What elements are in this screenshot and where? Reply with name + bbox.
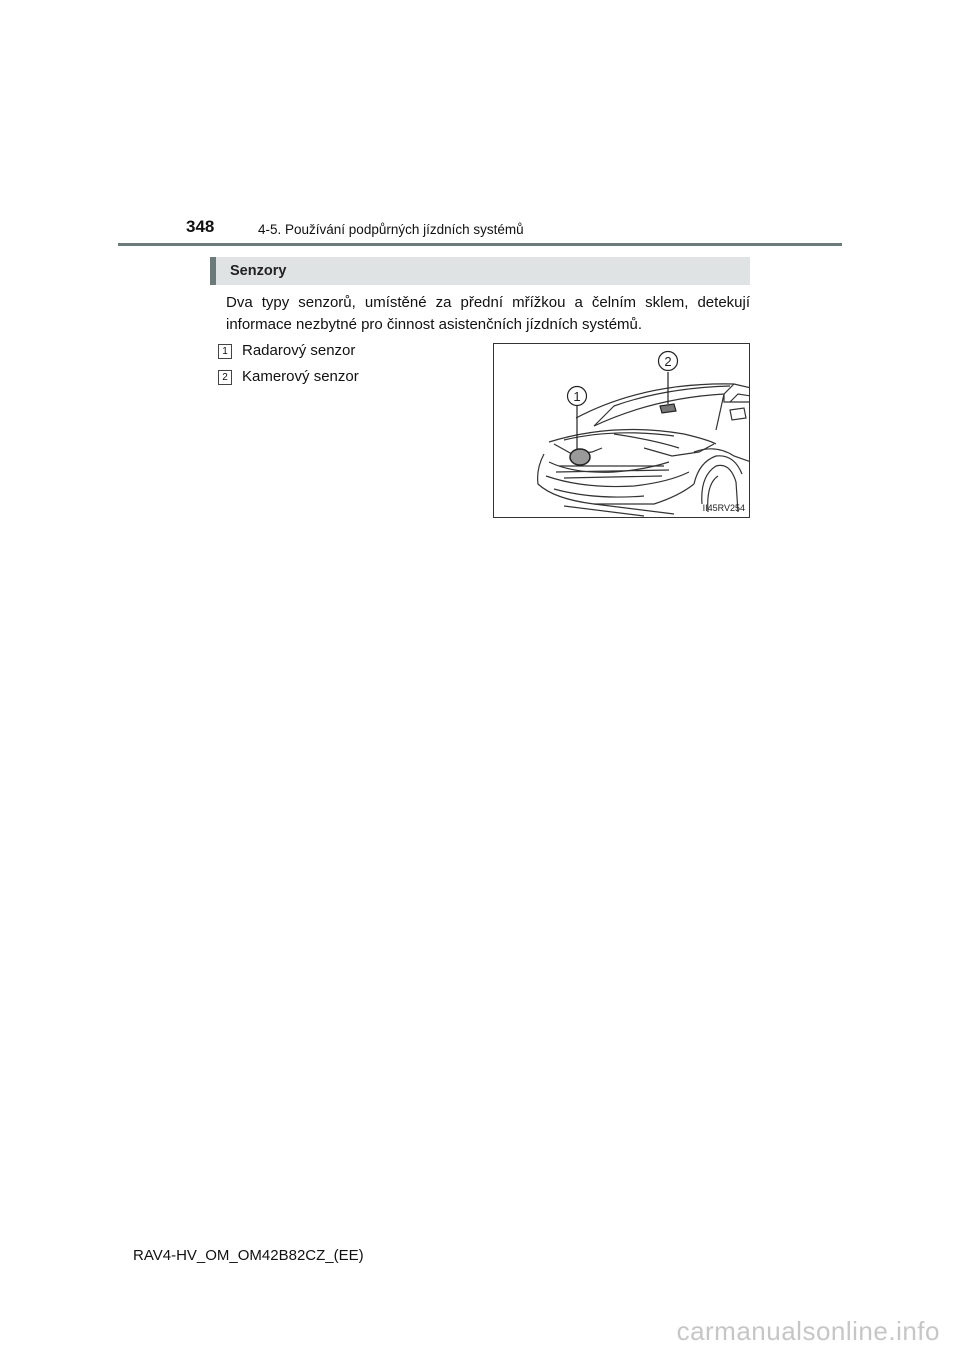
- section-title: 4-5. Používání podpůrných jízdních systémů: [258, 222, 524, 237]
- item-label: Kamerový senzor: [242, 368, 359, 385]
- watermark: carmanualsonline.info: [676, 1316, 940, 1346]
- list-item-camera: [218, 368, 359, 385]
- heading-text: Senzory: [230, 263, 287, 279]
- figure-code: II45RV254: [702, 503, 745, 513]
- number-badge: 2: [218, 370, 232, 385]
- list-item-radar: [218, 342, 355, 359]
- callout-2: 2: [664, 354, 672, 369]
- footer-code: RAV4-HV_OM_OM42B82CZ_(EE): [133, 1247, 364, 1264]
- heading-bar: [210, 257, 750, 285]
- page-number: 348: [186, 217, 215, 236]
- header-rule: [118, 243, 842, 246]
- number-badge: 1: [218, 344, 232, 359]
- callout-1: 1: [573, 389, 581, 404]
- intro-paragraph: Dva typy senzorů, umístěné za přední mřížkou a čelním sklem, detekují informace nezbytné pro činnost asistenčních jízdních systémů.: [226, 294, 750, 333]
- item-label: Radarový senzor: [242, 342, 356, 359]
- car-figure: [493, 343, 750, 518]
- car-illustration: [494, 344, 750, 518]
